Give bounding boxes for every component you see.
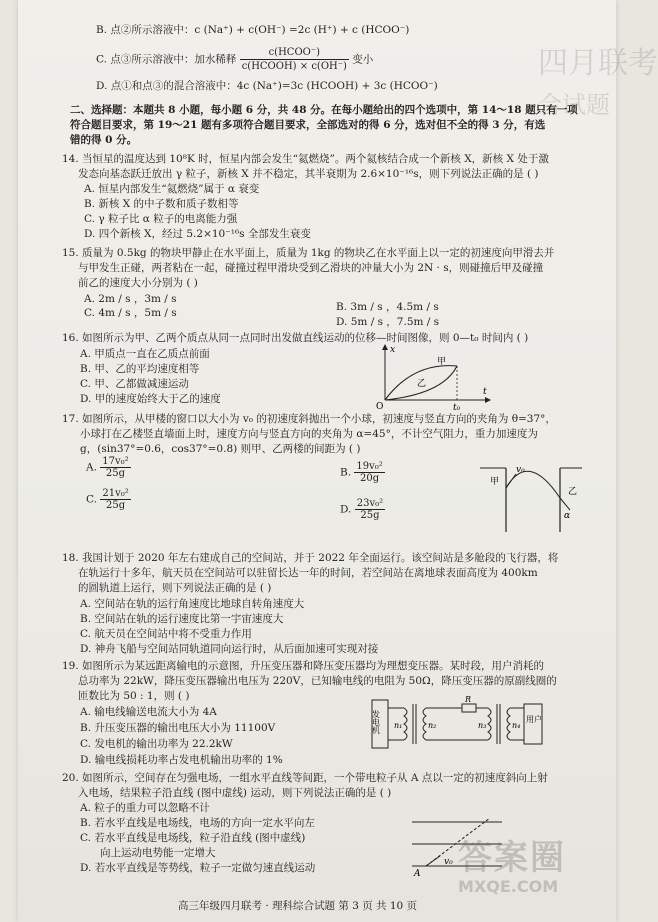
q17-option-b-den: 20g: [360, 473, 380, 484]
option-c-denominator: c(HCOOH) × c(OH⁻): [241, 61, 347, 72]
page-footer: 高三年级四月联考 · 理科综合试题 第 3 页 共 10 页: [178, 900, 418, 912]
q15-option-b: B. 3m / s ，4.5m / s: [336, 301, 439, 313]
q14-option-d: D. 四个新核 X，经过 5.2×10⁻¹⁶s 全部发生衰变: [84, 228, 311, 240]
q18-option-b: B. 空间站在轨的运行速度比第一宇宙速度大: [80, 613, 284, 625]
q18-option-a: A. 空间站在轨的运行角速度比地球自转角速度大: [80, 598, 305, 610]
q19-option-d: D. 输电线损耗功率占发电机输出功率的 1%: [80, 754, 283, 766]
q16-option-a: A. 甲质点一直在乙质点前面: [80, 348, 210, 360]
q17-option-a-fraction: [100, 456, 130, 479]
q16-xt-graph: [373, 342, 493, 412]
side-stamp-upper: 四月联考: [538, 46, 658, 81]
q15-line-2: 与甲发生正碰，两者粘在一起，碰撞过程甲滑块受到乙滑块的冲量大小为 2N · s，则碰撞后甲及碰撞: [78, 262, 544, 274]
q18-option-d: D. 神舟飞船与空间站同轨道同向运行时，从后面加速可实现对接: [80, 643, 379, 655]
q17-option-c: [86, 488, 131, 511]
q19-line-1: 19. 如图所示为某远距离输电的示意图，升压变压器和降压变压器均为理想变压器。某时段，用户消耗的: [62, 660, 545, 672]
q16-option-c: C. 甲、乙都做减速运动: [80, 378, 189, 390]
side-stamp-lower: 合试题: [538, 91, 610, 119]
q17-option-b: [340, 461, 385, 484]
q17-option-b-num: 19v₀²: [356, 461, 383, 472]
q14-line-2: 发态向基态跃迁放出 γ 粒子，新核 X 并不稳定，其半衰期为 2.6×10⁻¹⁶s，则下列说法正确的是 ( ): [78, 168, 539, 180]
option-c-prefix: C. 点③所示溶液中：加水稀释: [96, 53, 237, 66]
q17-label-jia: 甲: [490, 477, 500, 487]
q19-label-r: R: [465, 695, 472, 704]
q15-option-d: D. 5m / s ，7.5m / s: [336, 316, 440, 328]
q19-label-n2: n₂: [428, 721, 437, 730]
q17-label-yi: 乙: [568, 487, 578, 497]
q20-line-2: 入电场，结果粒子沿直线 (图中虚线) 运动，则下列说法正确的是 ( ): [78, 787, 392, 799]
q18-option-c: C. 航天员在空间站中将不受重力作用: [80, 628, 252, 640]
watermark-logo: [458, 830, 608, 910]
q19-label-n1: n₁: [394, 721, 403, 730]
q19-coil-n2: [423, 708, 426, 740]
option-b-chem: B. 点②所示溶液中：c (Na⁺) + c(OH⁻) =2c (H⁺) + c (HCOO⁻): [96, 24, 410, 36]
option-c-suffix: 变小: [352, 53, 374, 66]
q17-option-d-num: 23v₀²: [356, 498, 384, 509]
option-c-fraction: [240, 46, 349, 73]
q20-option-d: D. 若水平直线是等势线，粒子一定做匀速直线运动: [80, 862, 316, 874]
q14-option-c: C. γ 粒子比 α 粒子的电离能力强: [84, 213, 238, 225]
q14-line-1: 14. 当恒星的温度达到 10⁸K 时，恒星内部会发生“氦燃烧”。两个氦核结合成一个新核 X，新核 X 处于激: [62, 153, 549, 165]
q19-resistor: [462, 704, 476, 712]
section-two-line-1: 二、选择题：本题共 8 小题，每小题 6 分，共 48 分。在每小题给出的四个选项中，第 14～18 题只有一项: [70, 104, 578, 116]
q17-option-c-label: C.: [86, 493, 97, 506]
q17-option-d-fraction: [355, 498, 385, 521]
q20-label-v0: v₀: [444, 857, 453, 867]
q17-option-a-num: 17v₀²: [102, 456, 129, 467]
q19-user-box: [524, 704, 542, 744]
q20-option-b: B. 若水平直线是电场线，电场的方向一定水平向左: [80, 817, 315, 829]
q16-label-t: t: [483, 387, 487, 397]
q16-y-axis-arrow: [382, 344, 388, 350]
option-c-numerator: c(HCOO⁻): [240, 46, 349, 60]
q18-line-2: 在轨运行十多年，航天员在空间站可以驻留长达一年的时间，若空间站在离地球表面高度为 400km: [78, 567, 538, 579]
q19-coil-n1: [404, 708, 407, 740]
q20-label-a: A: [414, 869, 421, 879]
q17-label-v0: v₀: [516, 465, 525, 475]
q20-option-a: A. 粒子的重力可以忽略不计: [80, 802, 210, 814]
q16-option-d: D. 甲的速度始终大于乙的速度: [80, 393, 221, 405]
q16-label-o: O: [376, 402, 384, 412]
q17-buildings-figure: [476, 450, 586, 540]
q17-option-c-den: 25g: [105, 500, 126, 511]
q19-option-c: C. 发电机的输出功率为 22.2kW: [80, 738, 233, 750]
option-d-chem: D. 点①和点③的混合溶液中：4c (Na⁺)=3c (HCOOH) + 3c (HCOO⁻): [96, 80, 438, 92]
q16-label-jia: 甲: [437, 357, 447, 367]
q15-option-a: A. 2m / s ，3m / s: [84, 293, 177, 305]
q17-velocity-v0: [506, 474, 516, 488]
q19-coil-n3: [488, 708, 491, 740]
q18-line-1: 18. 我国计划于 2020 年左右建成自己的空间站，并于 2022 年全面运行。该空间站是多舱段的飞行器，将: [62, 552, 559, 564]
q19-line-3: 匝数比为 50 : 1，则 ( ): [78, 690, 190, 702]
q17-option-b-label: B.: [340, 466, 352, 479]
q19-line-2: 总功率为 22kW，降压变压器输出电压为 220V，已知输电线的电阻为 50Ω，降压变压器的原副线圈的: [78, 675, 557, 687]
q19-transmission-diagram: [368, 694, 548, 756]
q19-coil-n4: [507, 708, 510, 740]
q15-line-3: 前乙的速度大小分别为 ( ): [78, 277, 198, 289]
q16-label-yi: 乙: [417, 379, 427, 389]
watermark-text: 答案圈: [458, 838, 566, 878]
watermark-url: MXQE.COM: [458, 877, 559, 896]
q20-option-c-line-1: C. 若水平直线是电场线，粒子沿直线 (图中虚线): [80, 832, 306, 844]
q17-option-c-fraction: [100, 488, 130, 511]
section-two-line-2: 符合题目要求，第 19～21 题有多项符合题目要求，全部选对的得 6 分，选对但不全的得 3 分，有选: [70, 119, 546, 131]
q17-option-d-label: D.: [340, 503, 352, 516]
q14-option-b: B. 新核 X 的中子数和质子数相等: [84, 198, 239, 210]
q17-option-c-num: 21v₀²: [102, 488, 129, 499]
q16-x-axis-arrow: [485, 397, 491, 403]
q17-line-2: 小球打在乙楼竖直墙面上时，速度方向与竖直方向的夹角为 α=45°，不计空气阻力，重力加速度为: [80, 428, 538, 440]
q16-line-1: 16. 如图所示为甲、乙两个质点从同一点同时出发做直线运动的位移—时间图像，则 0—t₀ 时间内 ( ): [62, 332, 529, 344]
q17-option-d-den: 25g: [360, 510, 380, 521]
q17-option-b-fraction: [354, 461, 384, 484]
q15-line-1: 15. 质量为 0.5kg 的物块甲静止在水平面上，质量为 1kg 的物块乙在水平面上以一定的初速度向甲滑去并: [62, 247, 555, 259]
q20-line-1: 20. 如图所示，空间存在匀强电场，一组水平直线等间距，一个带电粒子从 A 点以一定的初速度斜向上射: [62, 772, 548, 784]
q17-trajectory: [506, 471, 560, 498]
q18-line-3: 的圆轨道上运行，则下列说法正确的是 ( ): [78, 582, 272, 594]
q19-option-a: A. 输电线输送电流大小为 4A: [80, 706, 217, 718]
q17-option-a-den: 25g: [105, 468, 126, 479]
q19-option-b: B. 升压变压器的输出电压大小为 11100V: [80, 722, 276, 734]
q16-option-b: B. 甲、乙的平均速度相等: [80, 363, 200, 375]
q19-label-n3: n₃: [478, 721, 487, 730]
q17-option-a-label: A.: [86, 461, 97, 474]
q17-impact-velocity: [560, 498, 570, 510]
exam-page: [18, 0, 658, 922]
q17-line-3: g，(sin37°=0.6，cos37°=0.8) 则甲、乙两楼的间距为 ( ): [80, 443, 361, 455]
q17-option-d: [340, 498, 385, 521]
q19-label-user: 用户: [526, 715, 542, 724]
section-two-line-3: 错的得 0 分。: [70, 134, 138, 146]
q14-option-a: A. 恒星内部发生“氦燃烧”属于 α 衰变: [84, 183, 260, 195]
q15-option-c: C. 4m / s ，5m / s: [84, 307, 177, 319]
q20-option-c-line-2: 向上运动电势能一定增大: [100, 847, 216, 859]
q19-label-generator: 发电机: [371, 710, 381, 734]
q16-label-t0: t₀: [453, 403, 461, 413]
q16-label-x: x: [390, 345, 396, 355]
q20-v0-arrow: [426, 856, 440, 866]
option-c-chem: [96, 46, 600, 73]
q17-option-a: [86, 456, 131, 479]
q17-label-alpha: α: [564, 511, 571, 521]
q19-label-n4: n₄: [512, 721, 521, 730]
q17-line-1: 17. 如图所示，从甲楼的窗口以大小为 v₀ 的初速度斜抛出一个小球，初速度与竖直方向的夹角为 θ=37°，: [62, 413, 556, 425]
